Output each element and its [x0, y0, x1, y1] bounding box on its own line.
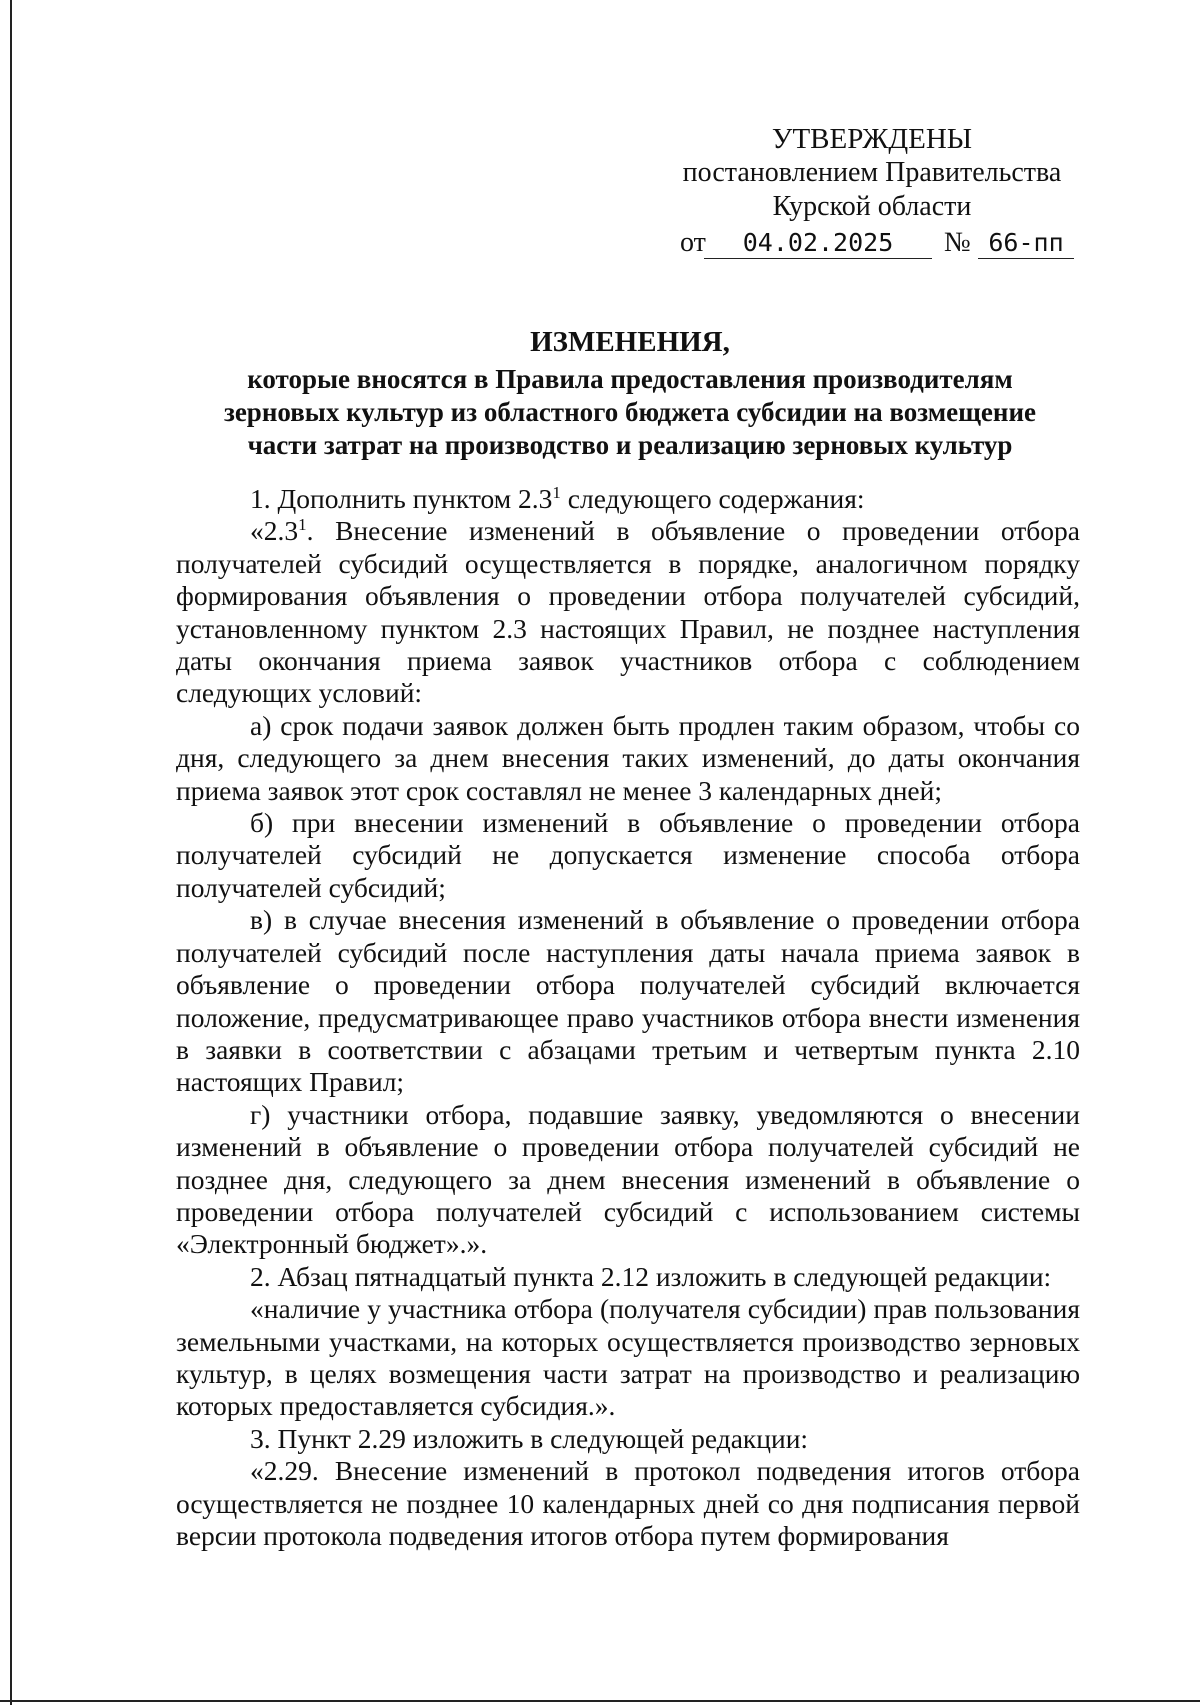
paragraph-5: в) в случае внесения изменений в объявление о проведении отбора получателей субсидий после наступления даты начала приема заявок в объявление о проведении отбора получателей субсидий включается положение, предусматривающее право участников отбора внести изменения в заявки в соответствии с абзацами третьим и четвертым пункта 2.10 настоящих Правил; — [176, 904, 1080, 1098]
page-edge-left — [10, 0, 12, 1705]
paragraph-7: 2. Абзац пятнадцатый пункта 2.12 изложить в следующей редакции: — [250, 1260, 1052, 1292]
heading-line-2: зерновых культур из областного бюджета субсидии на возмещение — [223, 397, 1037, 427]
paragraph-6: г) участники отбора, подавшие заявку, уведомляются о внесении изменений в объявление о проведении отбора получателей субсидий не позднее дня, следующего за днем внесения изменений в объявление о проведении отбора получателей субсидий с использованием системы «Электронный бюджет».». — [176, 1098, 1080, 1260]
heading-line-3: части затрат на производство и реализацию зерновых культур — [247, 430, 1013, 460]
approval-line-2: Курской области — [772, 191, 972, 222]
heading-line-1: которые вносятся в Правила предоставления производителям — [247, 364, 1013, 394]
paragraph-9: 3. Пункт 2.29 изложить в следующей редакции: — [250, 1422, 809, 1454]
superscript: 1 — [298, 515, 307, 535]
paragraph-1-text-end: следующего содержания: — [560, 483, 865, 514]
decree-number: 66-пп — [978, 228, 1074, 259]
date-prefix: от — [680, 227, 706, 258]
paragraph-2-text-end: . Внесение изменений в объявление о проведении отбора получателей субсидий осуществляется в порядке, аналогичном порядку формирования объявления о проведении отбора получателей субсидий, установленному пунктом 2.3 настоящих Правил, не позднее наступления даты окончания приема заявок участников отбора с соблюдением следующих условий: — [176, 515, 1080, 709]
heading-title: ИЗМЕНЕНИЯ, — [530, 326, 730, 358]
number-label: № — [944, 227, 971, 258]
approval-date-number — [680, 226, 1072, 260]
decree-date: 04.02.2025 — [704, 228, 932, 259]
paragraph-1 — [176, 483, 1080, 515]
approval-title: УТВЕРЖДЕНЫ — [771, 123, 973, 155]
document-body — [176, 483, 1080, 1552]
approval-line-1: постановлением Правительства — [682, 157, 1062, 188]
paragraph-1-text: 1. Дополнить пунктом 2.3 — [250, 483, 553, 514]
paragraph-4: б) при внесении изменений в объявление о проведении отбора получателей субсидий не допускается изменение способа отбора получателей субсидий; — [176, 807, 1080, 903]
paragraph-3: а) срок подачи заявок должен быть продлен таким образом, чтобы со дня, следующего за днем внесения таких изменений, до даты окончания приема заявок этот срок составлял не менее 3 календарных дней; — [176, 709, 1080, 806]
approval-stamp — [672, 122, 1072, 260]
document-heading — [170, 326, 1090, 462]
paragraph-2-text: «2.3 — [250, 515, 299, 547]
page-edge-bottom — [0, 1700, 1200, 1702]
paragraph-10: «2.29. Внесение изменений в протокол подведения итогов отбора осуществляется не позднее 10 календарных дней со дня подписания первой версии протокола подведения итогов отбора путем формирования — [176, 1455, 1080, 1551]
superscript: 1 — [552, 482, 561, 502]
paragraph-2 — [176, 515, 1080, 709]
paragraph-8: «наличие у участника отбора (получателя субсидии) прав пользования земельными участками, на которых осуществляется производство зерновых культур, в целях возмещения части затрат на производство и реализацию которых предоставляется субсидия.». — [176, 1293, 1080, 1422]
